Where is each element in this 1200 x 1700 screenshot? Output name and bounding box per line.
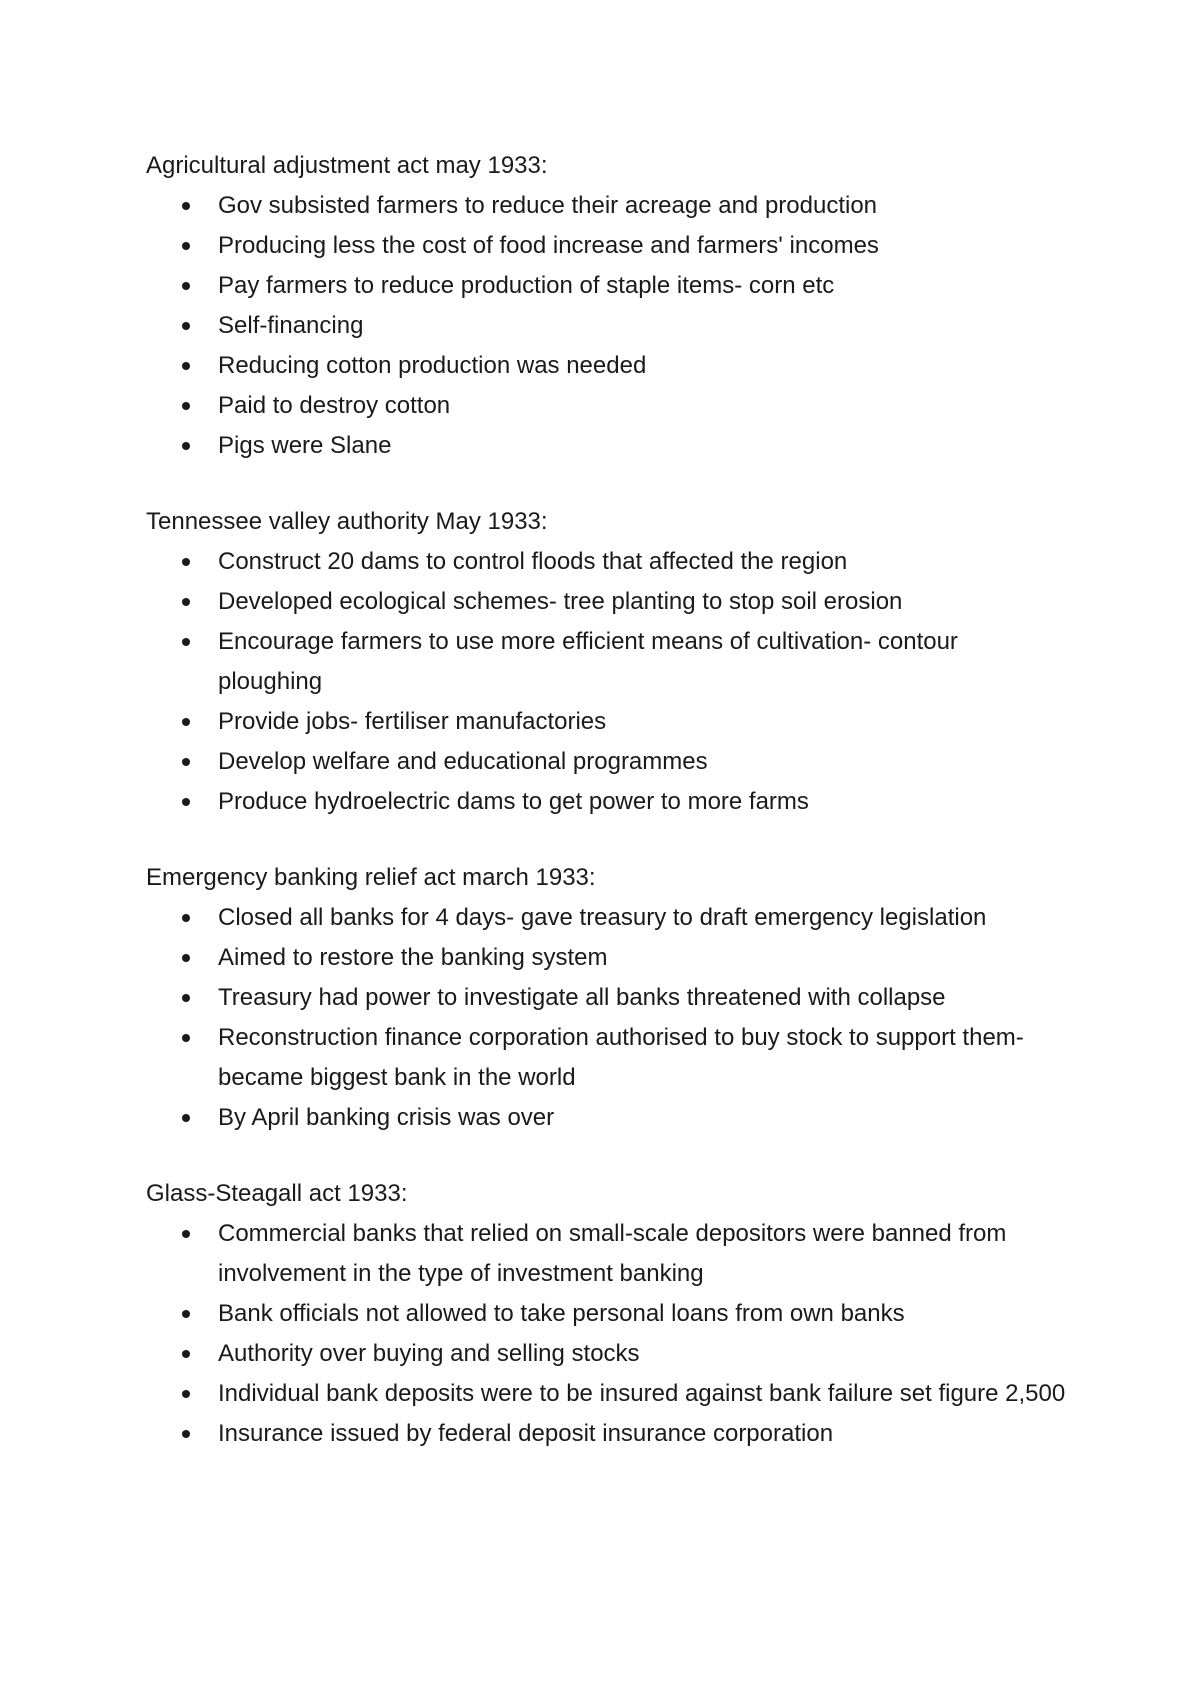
list-item-text: Gov subsisted farmers to reduce their acreage and production: [218, 192, 878, 219]
bullet-icon: [182, 242, 190, 250]
list-item-text: Produce hydroelectric dams to get power to more farms: [218, 788, 809, 815]
list-item-text: Developed ecological schemes- tree planting to stop soil erosion: [218, 588, 903, 615]
list-item: [218, 386, 1066, 426]
bullet-icon: [182, 1310, 190, 1318]
list-item-text: Provide jobs- fertiliser manufactories: [218, 708, 607, 735]
section-heading: Emergency banking relief act march 1933:: [146, 864, 596, 891]
bullet-icon: [182, 442, 190, 450]
section-heading: Tennessee valley authority May 1933:: [146, 508, 548, 535]
bullet-list: [146, 1214, 1066, 1454]
list-item: [218, 1214, 1066, 1294]
list-item: [218, 226, 1066, 266]
bullet-list: [146, 542, 1066, 822]
list-item-text: Closed all banks for 4 days- gave treasury to draft emergency legislation: [218, 904, 987, 931]
list-item-text: Pigs were Slane: [218, 432, 392, 459]
list-item-text: Authority over buying and selling stocks: [218, 1340, 640, 1367]
list-item: [218, 266, 1066, 306]
list-item: [218, 542, 1066, 582]
list-item-text: Commercial banks that relied on small-scale depositors were banned from involvement in the type of investment banking: [218, 1220, 1007, 1287]
bullet-icon: [182, 362, 190, 370]
bullet-list: [146, 186, 1066, 466]
list-item-text: Reducing cotton production was needed: [218, 352, 647, 379]
list-item-text: Individual bank deposits were to be insured against bank failure set figure 2,500: [218, 1380, 1066, 1407]
bullet-icon: [182, 798, 190, 806]
bullet-icon: [182, 914, 190, 922]
bullet-icon: [182, 758, 190, 766]
bullet-list: [146, 898, 1066, 1138]
list-item: [218, 1294, 1066, 1334]
list-item: [218, 186, 1066, 226]
bullet-icon: [182, 598, 190, 606]
bullet-icon: [182, 558, 190, 566]
list-item-text: Develop welfare and educational programmes: [218, 748, 708, 775]
section-heading: Glass-Steagall act 1933:: [146, 1180, 408, 1207]
bullet-icon: [182, 402, 190, 410]
list-item-text: Reconstruction finance corporation authorised to buy stock to support them- became biggest bank in the world: [218, 1024, 1024, 1091]
bullet-icon: [182, 202, 190, 210]
list-item: [218, 622, 1066, 702]
list-item: [218, 346, 1066, 386]
section-agricultural-adjustment-act: [146, 146, 1066, 466]
list-item: [218, 1018, 1066, 1098]
bullet-icon: [182, 1230, 190, 1238]
list-item-text: Self-financing: [218, 312, 364, 339]
list-item-text: Paid to destroy cotton: [218, 392, 451, 419]
list-item: [218, 898, 1066, 938]
list-item-text: Construct 20 dams to control floods that affected the region: [218, 548, 848, 575]
bullet-icon: [182, 638, 190, 646]
list-item: [218, 1098, 1066, 1138]
bullet-icon: [182, 1114, 190, 1122]
list-item: [218, 938, 1066, 978]
list-item-text: Aimed to restore the banking system: [218, 944, 608, 971]
list-item-text: Producing less the cost of food increase and farmers' incomes: [218, 232, 879, 259]
list-item-text: Pay farmers to reduce production of staple items- corn etc: [218, 272, 835, 299]
list-item: [218, 702, 1066, 742]
list-item: [218, 742, 1066, 782]
bullet-icon: [182, 994, 190, 1002]
list-item-text: Bank officials not allowed to take personal loans from own banks: [218, 1300, 905, 1327]
bullet-icon: [182, 954, 190, 962]
list-item-text: Insurance issued by federal deposit insurance corporation: [218, 1420, 834, 1447]
bullet-icon: [182, 718, 190, 726]
bullet-icon: [182, 1034, 190, 1042]
section-heading: Agricultural adjustment act may 1933:: [146, 152, 548, 179]
list-item: [218, 426, 1066, 466]
list-item: [218, 1334, 1066, 1374]
list-item: [218, 1414, 1066, 1454]
list-item: [218, 782, 1066, 822]
list-item-text: Treasury had power to investigate all banks threatened with collapse: [218, 984, 946, 1011]
document-page: [146, 146, 1066, 1490]
list-item: [218, 306, 1066, 346]
section-emergency-banking-relief-act: [146, 858, 1066, 1138]
list-item: [218, 978, 1066, 1018]
section-tennessee-valley-authority: [146, 502, 1066, 822]
bullet-icon: [182, 1390, 190, 1398]
list-item: [218, 1374, 1066, 1414]
list-item: [218, 582, 1066, 622]
bullet-icon: [182, 322, 190, 330]
bullet-icon: [182, 282, 190, 290]
bullet-icon: [182, 1430, 190, 1438]
list-item-text: By April banking crisis was over: [218, 1104, 555, 1131]
bullet-icon: [182, 1350, 190, 1358]
list-item-text: Encourage farmers to use more efficient means of cultivation- contour ploughing: [218, 628, 958, 695]
section-glass-steagall-act: [146, 1174, 1066, 1454]
